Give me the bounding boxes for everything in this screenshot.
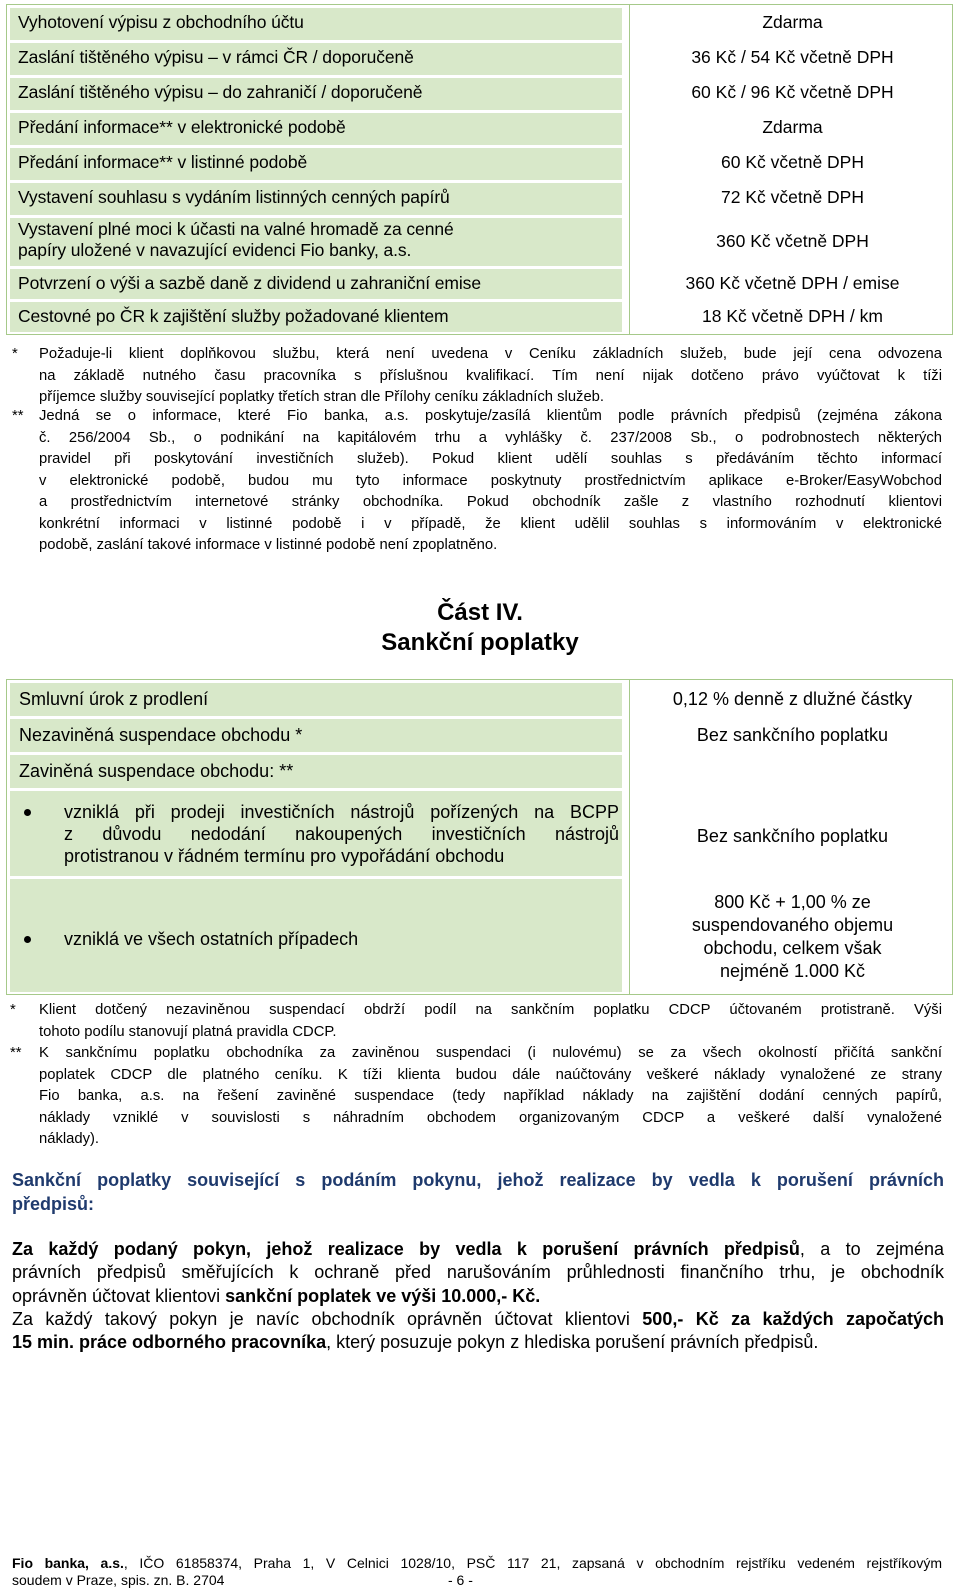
section-title: Sankční poplatky (381, 629, 579, 656)
footer-bank: Fio banka, a.s. (12, 1555, 124, 1571)
fee-service-line: Vystavení plné moci k účasti na valné hromadě za cenné (18, 219, 454, 239)
footnote-mark: ** (12, 408, 24, 424)
page-footer: Fio banka, a.s., IČO 61858374, Praha 1, V Celnici 1028/10, PSČ 117 21, zapsaná v obchodním rejstříku vedeném rejstříkovým soudem v Praze, spis. zn. B. 2704 - 6 - (12, 1555, 942, 1588)
footnote-mark: * (10, 1002, 16, 1018)
fee-service: Vystavení souhlasu s vydáním listinných cenných papírů (10, 183, 622, 215)
footnote-line: Klient dotčený nezaviněnou suspendací obdrží podíl na sankčním poplatku CDCP účtovaném protistraně. Výši (39, 1002, 942, 1018)
sanction-bullet-cell (10, 791, 622, 876)
bullet-line: vzniklá ve všech ostatních případech (64, 929, 359, 949)
fee-service-line: papíry uložené v navazující evidenci Fio banky, a.s. (18, 240, 412, 260)
footnote-line: podobě, zaslání takové informace v listinné podobě není zpoplatněno. (39, 537, 498, 553)
footnote-line: náklady vzniklé v souvislosti s náhradním obchodem organizovaným CDCP a veškeré další vynaložené (39, 1109, 942, 1126)
sanctions-subheading: Sankční poplatky související s podáním pokynu, jehož realizace by vedla k porušení právních předpisů: (12, 1170, 944, 1214)
sanction-value: 0,12 % denně z dlužné částky (672, 689, 913, 709)
fee-service: Zaslání tištěného výpisu – do zahraničí / doporučeně (10, 78, 622, 110)
footnote-line: náklady). (39, 1131, 100, 1147)
fee-price: Zdarma (762, 117, 823, 137)
footnote-line: č. 256/2004 Sb., o podnikání na kapitálovém trhu a vyhlášky č. 237/2008 Sb., o podrobnostech některých (39, 429, 942, 446)
fee-service: Cestovné po ČR k zajištění služby požadované klientem (10, 302, 622, 332)
footnote-star (12, 344, 942, 409)
footnote-line: Jedná se o informace, které Fio banka, a.s. poskytuje/zasílá klientům podle právních předpisů (zejména zákona (39, 408, 942, 424)
table-divider (629, 5, 630, 334)
fee-price: 36 Kč / 54 Kč včetně DPH (691, 47, 894, 67)
fee-price: 72 Kč včetně DPH (721, 187, 864, 207)
footnote-double-star (12, 406, 942, 557)
bullet-icon (24, 809, 31, 816)
footnote-line: příjemce služby související poplatky třetích stran dle Přílohy ceníku základních služeb. (39, 389, 605, 405)
sanction-label: Nezaviněná suspendace obchodu * (10, 719, 622, 752)
bullet-icon (24, 936, 31, 943)
fees-table (6, 4, 953, 335)
footnote-mark: ** (10, 1045, 22, 1061)
fee-price: 60 Kč včetně DPH (721, 152, 864, 172)
footnote-line: tohoto podílu stanovují platná pravidla CDCP. (39, 1023, 337, 1040)
sanction-value: Bez sankčního poplatku (696, 826, 889, 846)
section-heading (0, 598, 960, 658)
bullet-line: z důvodu nedodání nakoupených investičních nástrojů (64, 824, 619, 844)
footnote-line: v elektronické podobě, budou mu tyto informace poskytnuty prostřednictvím aplikace e-Broker/EasyWobchod (39, 472, 942, 489)
footnote-line: konkrétní informaci v listinné podobě i v případě, že klient udělil souhlas s informováním v elektronické (39, 515, 942, 532)
sanction-bullet-cell (10, 879, 622, 992)
bullet-line: vzniklá při prodeji investičních nástrojů pořízených na BCPP (64, 802, 619, 822)
section-part: Část IV. (437, 599, 523, 626)
fee-price: Zdarma (762, 12, 823, 32)
sanction-value: Bez sankčního poplatku (696, 725, 889, 745)
bullet-line: protistranou v řádném termínu pro vypořádání obchodu (64, 846, 505, 866)
footnote-line: poplatek CDCP dle platného ceníku. K tíži klienta budou dále naúčtovány veškeré náklady vynaložené ze strany (39, 1066, 942, 1083)
fee-service: Předání informace** v listinné podobě (10, 148, 622, 180)
fee-service: Potvrzení o výši a sazbě daně z dividend u zahraniční emise (10, 269, 622, 299)
fee-price: 60 Kč / 96 Kč včetně DPH (691, 82, 894, 102)
footnote-line: K sankčnímu poplatku obchodníka za zaviněnou suspendaci (i nulovému) se za všech okolností přičítá sankční (39, 1045, 942, 1061)
sanction-label: Zaviněná suspendace obchodu: ** (10, 755, 622, 788)
fee-price: 360 Kč včetně DPH / emise (685, 273, 900, 293)
footnote-line: Požaduje-li klient doplňkovou službu, která není uvedena v Ceníku základních služeb, bude její cena odvozena (39, 346, 942, 362)
footnote-line: pravidel při poskytování investičních služeb). Pokud klient udělí souhlas s předáváním těchto informací (39, 451, 942, 467)
footnote-star (10, 1000, 942, 1043)
sanctions-table (6, 679, 953, 995)
fee-service: Vyhotovení výpisu z obchodního účtu (10, 8, 622, 40)
footnote-double-star (10, 1043, 942, 1151)
fee-price: 18 Kč včetně DPH / km (702, 306, 883, 326)
fee-price: 360 Kč včetně DPH (716, 231, 869, 251)
footnote-line: na základě nutného času pracovníka s příslušnou kvalifikací. Tím není nijak dotčeno právo vyúčtovat k tíži (39, 367, 942, 384)
sanction-label: Smluvní úrok z prodlení (10, 683, 622, 716)
fee-service: Zaslání tištěného výpisu – v rámci ČR / doporučeně (10, 43, 622, 75)
footnote-line: a prostřednictvím internetové stránky obchodníka. Pokud obchodník zašle z vlastního rozhodnutí klientovi (39, 494, 942, 510)
sanctions-paragraph: Za každý podaný pokyn, jehož realizace by vedla k porušení právních předpisů, a to zejména právních předpisů směřujících k ochraně před narušováním průhlednosti finančního trhu, je obchodník oprávněn účtovat klientovi sankční poplatek ve výši 10.000,- Kč. Za každý takový pokyn je navíc obchodník oprávněn účtovat klientovi 500,- Kč za každých započatých 15 min. práce odborného pracovníka, který posuzuje pokyn z hlediska porušení právních předpisů. (12, 1239, 945, 1353)
fee-service (10, 218, 622, 266)
page-number: - 6 - (448, 1572, 473, 1588)
fee-service: Předání informace** v elektronické podobě (10, 113, 622, 145)
footnote-mark: * (12, 346, 18, 362)
sanction-value: 800 Kč + 1,00 % ze suspendovaného objemu obchodu, celkem však nejméně 1.000 Kč (691, 892, 894, 981)
table-divider (629, 680, 630, 994)
footnote-line: Fio banka, a.s. na řešení zaviněné suspendace (tedy například náklady na zajištění dodání cenných papírů, (39, 1088, 942, 1104)
